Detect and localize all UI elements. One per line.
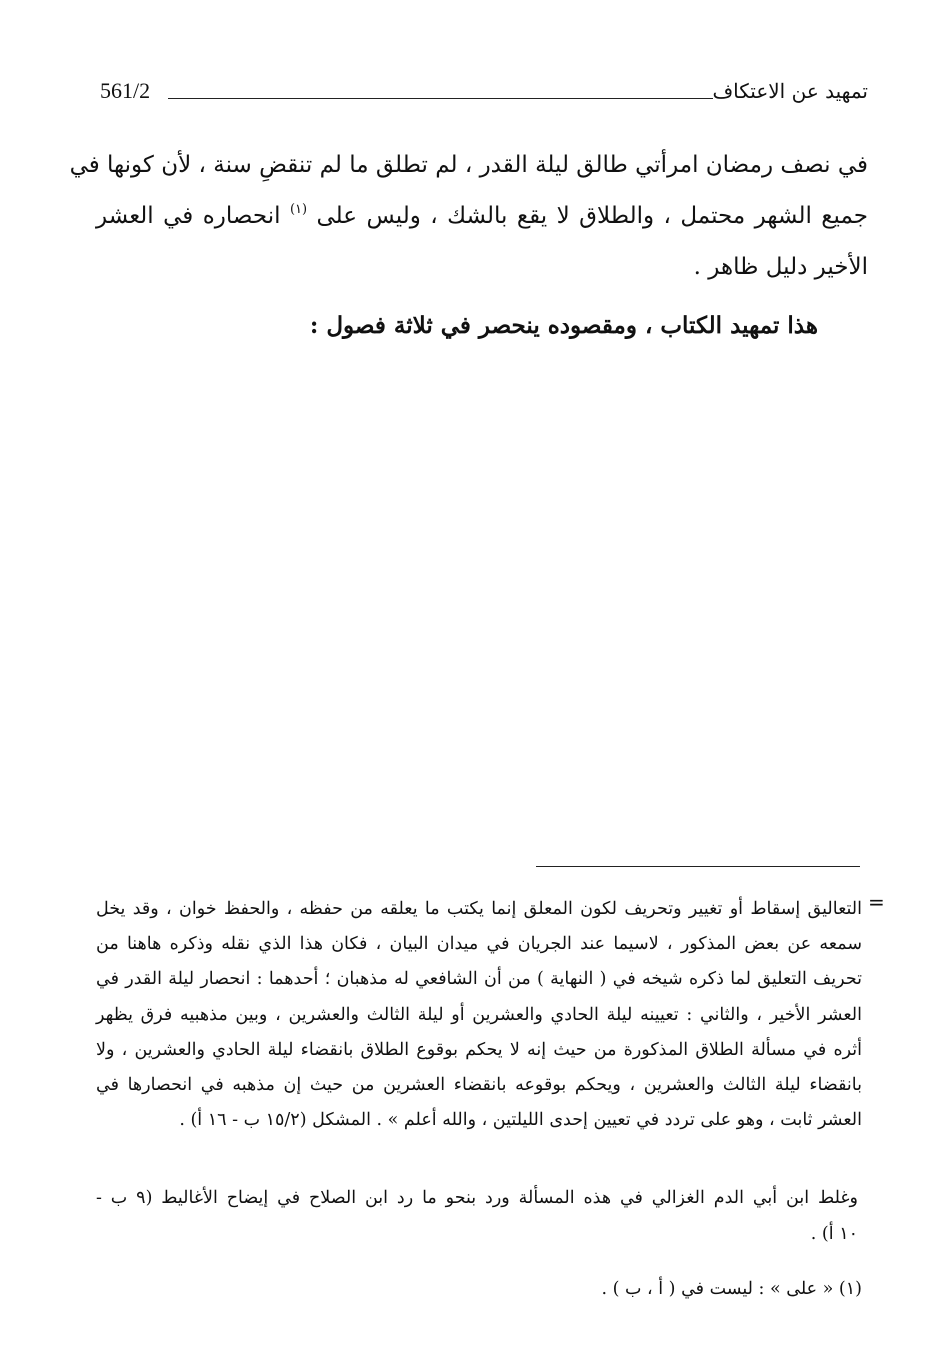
footnote-line: سمعه عن بعض المذكور ، لاسيما عند الجريان في ميدان البيان ، فكان هذا الذي نقله وذكره هاهنا من [96,934,862,955]
footnote-line: أثره في مسألة الطلاق المذكورة من حيث إنه لا يحكم بوقوع الطلاق بانقضاء ليلة الحادي والعشرين ، ولا [96,1039,862,1060]
footnote-separator [536,866,860,867]
running-title: تمهيد عن الاعتكاف [712,79,868,103]
footnote-line: العشر ثابت ، وهو على تردد في تعيين إحدى الليلتين ، والله أعلم » . المشكل (١٥/٢ ب - ١٦ أ) . [179,1110,862,1131]
footnote-line: تحريف التعليق لما ذكره شيخه في ( النهاية ) من أن الشافعي له مذهبان ؛ أحدهما : انحصار ليلة القدر في [96,969,862,990]
body-line-2 [96,191,868,242]
body-line-1: في نصف رمضان امرأتي طالق ليلة القدر ، لم تطلق ما لم تنقضِ سنة ، لأن كونها في [69,152,868,178]
body-line-3: الأخير دليل ظاهر . [693,254,868,280]
footnote-1: (١) « على » : ليست في ( أ ، ب ) . [601,1279,862,1299]
body-line-2-start: جميع الشهر محتمل ، والطلاق لا يقع بالشك ، وليس على [316,203,868,229]
footnote-line: وغلط ابن أبي الدم الغزالي في هذه المسألة ورد بنحو ما رد ابن الصلاح في إيضاح الأغاليط (٩ ب - [96,1188,858,1208]
footnote-line: العشر الأخير ، والثاني : تعيينه ليلة الحادي والعشرين أو ليلة الثالث والعشرين ، وبين مذهبيه فرق يظهر [96,1004,862,1025]
header-rule [168,98,713,99]
footnote-reference: (١) [289,202,308,217]
footnote-line: التعاليق إسقاط أو تغيير وتحريف لكون المعلق إنما يكتب ما يعلقه من حفظه ، والحفظ خوان ، وقد يخل [96,899,862,919]
footnote-continuation-mark: = [868,890,885,914]
footnote-paragraph-2 [96,1180,858,1252]
footnote-line: بانقضاء ليلة الثالث والعشرين ، ويحكم بوقوعه بانقضاء العشرين من حيث إن مذهبه في انحصارها في [96,1075,862,1096]
footnote-line: ١٠ أ) . [810,1224,858,1244]
body-line-2-end: انحصاره في العشر [96,203,281,229]
section-heading: هذا تمهيد الكتاب ، ومقصوده ينحصر في ثلاثة فصول : [309,312,818,339]
main-text [69,140,868,293]
footnote-paragraph-1 [96,892,862,1138]
running-header [100,76,868,110]
page-number: 561/2 [100,78,151,103]
